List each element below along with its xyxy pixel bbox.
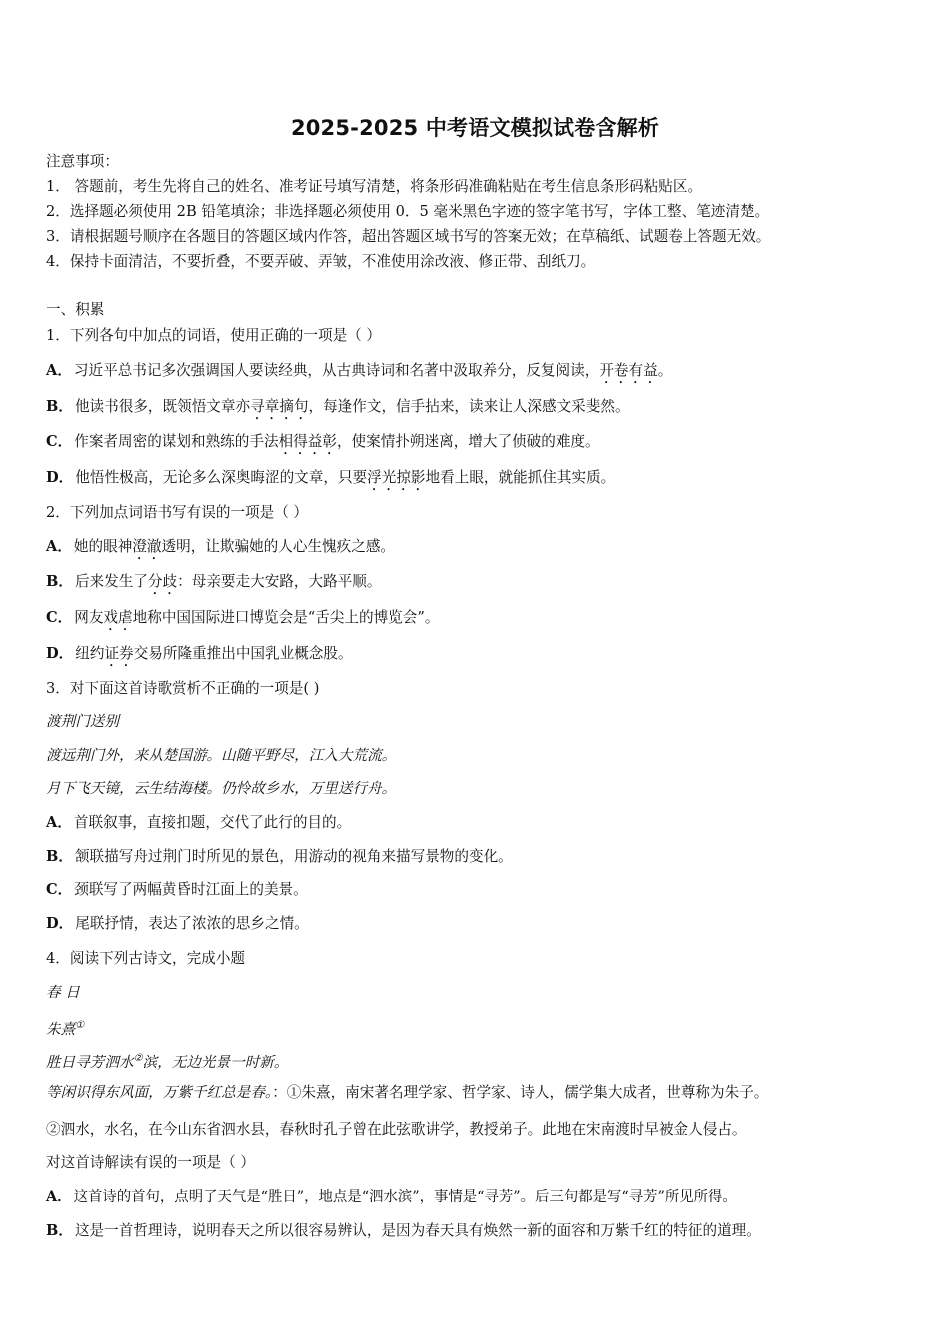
- q3-poem-title: 渡荆门送别: [46, 713, 119, 730]
- option-text: 这首诗的首句，点明了天气是“胜日”，地点是“泗水滨”，事情是“寻芳”。后三句都是写“寻芳”所见所得。: [73, 1189, 737, 1205]
- q1-option-d: [46, 468, 615, 494]
- option-text: 作案者周密的谋划和熟练的手法: [74, 433, 279, 450]
- option-text: 尾联抒情，表达了浓浓的思乡之情。: [75, 915, 309, 932]
- dotted-phrase: 澄澈: [132, 538, 162, 555]
- option-text: 他悟性极高，无论多么深奥晦涩的文章，只要: [75, 469, 368, 486]
- q2-option-a: [46, 537, 395, 563]
- option-letter: A．: [46, 538, 72, 555]
- q1-option-c: [46, 432, 600, 458]
- option-text-end: ：母亲要走大安路，大路平顺。: [177, 573, 382, 590]
- option-text: 颔联描写舟过荆门时所见的景色，用游动的视角来描写景物的变化。: [74, 848, 513, 865]
- poem-text: 等闲识得东风面，万紫千红总是春。: [46, 1084, 273, 1101]
- q3-stem: 3．对下面这首诗歌赏析不正确的一项是( ): [46, 680, 320, 697]
- option-letter: D．: [46, 469, 74, 486]
- dotted-phrase: 开卷有益: [599, 362, 658, 379]
- option-text-end: ，使案情扑朔迷离，增大了侦破的难度。: [336, 433, 600, 450]
- dotted-phrase: 浮光掠影: [367, 469, 426, 486]
- option-text: 这是一首哲理诗，说明春天之所以很容易辨认，是因为春天具有焕然一新的面容和万紫千红的特征的道理。: [74, 1222, 761, 1239]
- option-text-end: 交易所隆重推出中国乳业概念股。: [133, 645, 353, 662]
- annotation-note-2: ②泗水，水名，在今山东省泗水县，春秋时孔子曾在此弦歌讲学，教授弟子。此地在宋南渡时早被金人侵占。: [46, 1121, 747, 1138]
- notice-item-2: 2．选择题必须使用 2B 铅笔填涂；非选择题必须使用 0．5 毫米黑色字迹的签字笔书写，字体工整、笔迹清楚。: [46, 203, 770, 220]
- notice-item-1: 1． 答题前，考生先将自己的姓名、准考证号填写清楚，将条形码准确粘贴在考生信息条形码粘贴区。: [46, 178, 703, 195]
- q1-option-b: [46, 397, 630, 423]
- dotted-phrase: 相得益彰: [278, 433, 337, 450]
- page-title: 2025-2025 中考语文模拟试卷含解析: [290, 116, 660, 140]
- dotted-phrase: 证券: [104, 645, 134, 662]
- q2-option-d: [46, 644, 353, 670]
- section-heading: 一、积累: [46, 301, 105, 318]
- option-letter: C．: [46, 433, 73, 450]
- notice-item-3: 3．请根据题号顺序在各题目的答题区域内作答，超出答题区域书写的答案无效；在草稿纸、试题卷上答题无效。: [46, 228, 771, 245]
- q4-poem-line-2-with-note: [46, 1083, 768, 1103]
- dotted-phrase: 寻章摘句: [250, 398, 309, 415]
- q3-option-d: [46, 914, 309, 934]
- q3-option-a: [46, 813, 351, 833]
- option-letter: A．: [46, 362, 72, 379]
- option-text-end: 地称中国国际进口博览会是“舌尖上的博览会”。: [132, 609, 440, 626]
- q2-option-b: [46, 572, 381, 598]
- option-text: 颈联写了两幅黄昏时江面上的美景。: [74, 881, 308, 898]
- option-text: 后来发生了: [74, 573, 148, 590]
- option-text-end: 透明，让欺骗她的人心生愧疚之感。: [161, 538, 396, 555]
- q2-stem: 2．下列加点词语书写有误的一项是（ ）: [46, 504, 309, 521]
- option-letter: B．: [46, 848, 73, 865]
- q4-poem-line-1: [46, 1049, 289, 1073]
- option-text-end: 地看上眼，就能抓住其实质。: [425, 469, 616, 486]
- option-text: 首联叙事，直接扣题，交代了此行的目的。: [73, 814, 352, 831]
- q1-option-a: [46, 361, 672, 387]
- q3-poem-line-1: 渡远荆门外，来从楚国游。山随平野尽，江入大荒流。: [46, 747, 397, 764]
- q4-sub-stem: 对这首诗解读有误的一项是（ ）: [46, 1154, 255, 1171]
- poem-text-end: 滨，无边光景一时新。: [142, 1053, 289, 1071]
- q3-poem-line-2: 月下飞天镜，云生结海楼。仍怜故乡水，万里送行舟。: [46, 780, 397, 797]
- option-letter: A．: [46, 814, 72, 831]
- option-text-end: 。: [657, 362, 673, 379]
- q4-poem-title: 春 日: [46, 984, 80, 1001]
- notice-heading: 注意事项：: [46, 153, 119, 170]
- option-text-end: ，每逢作文，信手拈来，读来让人深感文采斐然。: [308, 398, 630, 415]
- q1-stem: 1．下列各句中加点的词语，使用正确的一项是（ ）: [46, 327, 381, 344]
- option-text: 习近平总书记多次强调国人要读经典，从古典诗词和名著中汲取养分，反复阅读，: [73, 362, 600, 379]
- note-marker: ①: [75, 1020, 85, 1031]
- option-letter: B．: [46, 398, 73, 415]
- option-letter: B．: [46, 1222, 73, 1239]
- poem-text: 胜日寻芳泗水: [46, 1053, 134, 1071]
- option-letter: D．: [46, 915, 74, 932]
- option-text: 网友: [74, 609, 104, 626]
- option-letter: C．: [46, 609, 73, 626]
- option-letter: D．: [46, 645, 74, 662]
- notice-item-4: 4．保持卡面清洁，不要折叠，不要弄破、弄皱，不准使用涂改液、修正带、刮纸刀。: [46, 253, 596, 270]
- option-letter: B．: [46, 573, 73, 590]
- option-text: 她的眼神: [73, 538, 133, 555]
- q2-option-c: [46, 608, 439, 634]
- q4-stem: 4．阅读下列古诗文，完成小题: [46, 950, 246, 967]
- option-letter: A．: [46, 1188, 72, 1205]
- author-name: 朱熹: [46, 1020, 76, 1038]
- dotted-phrase: 戏虐: [103, 609, 133, 626]
- q3-option-b: [46, 847, 513, 867]
- q3-option-c: [46, 880, 308, 900]
- q4-option-b: [46, 1221, 761, 1241]
- option-letter: C．: [46, 881, 73, 898]
- dotted-phrase: 分歧: [147, 573, 178, 590]
- annotation-note-1: ：①朱熹，南宋著名理学家、哲学家、诗人，儒学集大成者，世尊称为朱子。: [272, 1084, 769, 1101]
- q4-option-a: [46, 1187, 737, 1207]
- note-marker: ②: [133, 1053, 143, 1064]
- q4-poem-author: [46, 1016, 84, 1040]
- option-text: 他读书很多，既领悟文章亦: [74, 398, 251, 415]
- option-text: 纽约: [75, 645, 105, 662]
